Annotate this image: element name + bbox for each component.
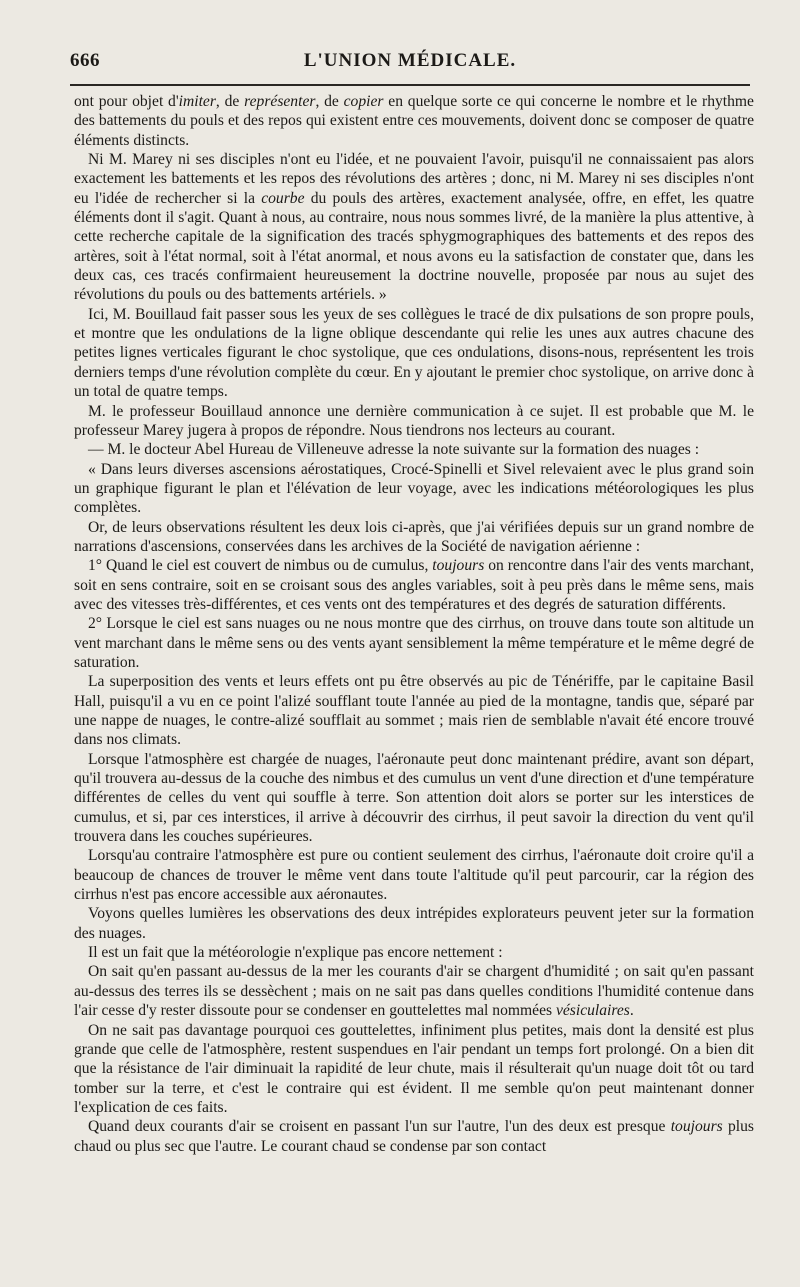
paragraph-4: M. le professeur Bouillaud annonce une dernière communication à ce sujet. Il est probable que M. le professeur Marey jugera à propos de répondre. Nous tiendrons nos lecteurs au courant. [74,402,754,439]
paragraph-11: Lorsque l'atmosphère est chargée de nuages, l'aéronaute peut donc maintenant prédire, avant son départ, qu'il trouvera au-dessus de la couche des nimbus et des cumulus un vent d'une direction et d'une température différentes de celles du vent qui souffle à terre. Son attention doit alors se porter sur les interstices de cumulus, et si, par ces interstices, il arrive à découvrir des cirrhus, il peut savoir la direction du vent qu'il trouvera dans les couches supérieures. [74,750,754,846]
paragraph-5: — M. le docteur Abel Hureau de Villeneuve adresse la note suivante sur la formation des nuages : [88,441,700,459]
running-title: L'UNION MÉDICALE. [303,50,517,71]
paragraph-14: Il est un fait que la météorologie n'explique pas encore nettement : [88,944,503,962]
paragraph-13: Voyons quelles lumières les observations des deux intrépides explorateurs peuvent jeter sur la formation des nuages. [74,905,754,942]
paragraph-9: 2° Lorsque le ciel est sans nuages ou ne nous montre que des cirrhus, on trouve dans toute son altitude un vent marchant dans le même sens ou des vents ayant sensiblement la même température et le même degré de saturation. [74,615,754,671]
paragraph-17: Quand deux courants d'air se croisent en passant l'un sur l'autre, l'un des deux est presque toujours plus chaud ou plus sec que l'autre. Le courant chaud se condense par son contact [74,1118,754,1155]
paragraph-7: Or, de leurs observations résultent les deux lois ci-après, que j'ai vérifiées depuis sur un grand nombre de narrations d'ascensions, conservées dans les archives de la Société de navigation aérienne : [74,518,754,555]
paragraph-10: La superposition des vents et leurs effets ont pu être observés au pic de Ténériffe, par le capitaine Basil Hall, puisqu'il a vu en ce point l'alizé soufflant toute l'année au pied de la montagne, tandis que, séparé par une nappe de nuages, le contre-alizé soufflait au sommet ; mais rien de semblable n'avait été encore trouvé dans nos climats. [74,673,754,749]
paragraph-3: Ici, M. Bouillaud fait passer sous les yeux de ses collègues le tracé de dix pulsations de son propre pouls, et montre que les ondulations de la ligne oblique descendante qui relie les unes aux autres chacune des petites lignes verticales figurant le choc systolique, que ces ondulations, disons-nous, représentent les trois derniers temps d'une révolution complète du cœur. En y ajoutant le premier choc systolique, on arrive donc à un total de quatre temps. [74,305,754,401]
body-text [74,92,754,1156]
page-header [70,48,750,78]
page-number: 666 [70,50,100,71]
paragraph-12: Lorsqu'au contraire l'atmosphère est pure ou contient seulement des cirrhus, l'aéronaute doit croire qu'il a beaucoup de chances de trouver le même vent dans toute l'altitude qu'il peut parcourir, car la région des cirrhus n'est pas encore accessible aux aéronautes. [74,847,754,904]
header-rule [70,84,750,86]
paragraph-8: 1° Quand le ciel est couvert de nimbus ou de cumulus, toujours on rencontre dans l'air des vents marchant, soit en sens contraire, soit en se croisant sous des angles variables, soit à peu près dans le même sens, mais avec des vitesses très-différentes, et ces vents ont des températures et des degrés de saturation différents. [74,557,754,613]
paragraph-1: ont pour objet d'imiter, de représenter, de copier en quelque sorte ce qui concerne le nombre et le rhythme des battements du pouls et des repos qui existent entre ces mouvements, doivent donc se composer de quatre éléments distincts. [74,93,754,149]
paragraph-2: Ni M. Marey ni ses disciples n'ont eu l'idée, et ne pouvaient l'avoir, puisqu'il ne connaissaient pas alors exactement les battements et les repos des révolutions des artères ; donc, ni M. Marey ni ses disciples n'ont eu l'idée de rechercher si la courbe du pouls des artères, exactement analysée, offre, en effet, les quatre éléments dont il s'agit. Quant à nous, au contraire, nous nous sommes livré, de la manière la plus attentive, à cette recherche capitale de la signification des tracés sphygmographiques des battements et des repos des artères, soit à l'état normal, soit à l'état anormal, et nous avons eu la satisfaction de constater que, dans les deux cas, ces tracés confirmaient heureusement la doctrine nouvelle, proposée par nous au sujet des révolutions du pouls ou des battements artériels. » [74,151,755,304]
paragraph-6: « Dans leurs diverses ascensions aérostatiques, Crocé-Spinelli et Sivel relevaient avec le plus grand soin un graphique figurant le plan et l'élévation de leur voyage, avec les indications météorologiques les plus complètes. [74,460,754,517]
paragraph-16: On ne sait pas davantage pourquoi ces gouttelettes, infiniment plus petites, mais dont la densité est plus grande que celle de l'atmosphère, restent suspendues en l'air pendant un temps fort prolongé. On a bien dit que la résistance de l'air diminuait la rapidité de leur chute, mais il résulterait qu'un nuage doit tôt ou tard tomber sur la terre, et c'est le contraire qui est évident. Il me semble qu'on peut maintenant donner l'explication de ces faits. [74,1021,754,1116]
paragraph-15: On sait qu'en passant au-dessus de la mer les courants d'air se chargent d'humidité ; on sait qu'en passant au-dessus des terres ils se dessèchent ; mais on ne sait pas dans quelles conditions l'humidité contenue dans l'air cesse d'y rester dissoute pour se condenser en gouttelettes mal nommées vésiculaires. [74,963,754,1020]
